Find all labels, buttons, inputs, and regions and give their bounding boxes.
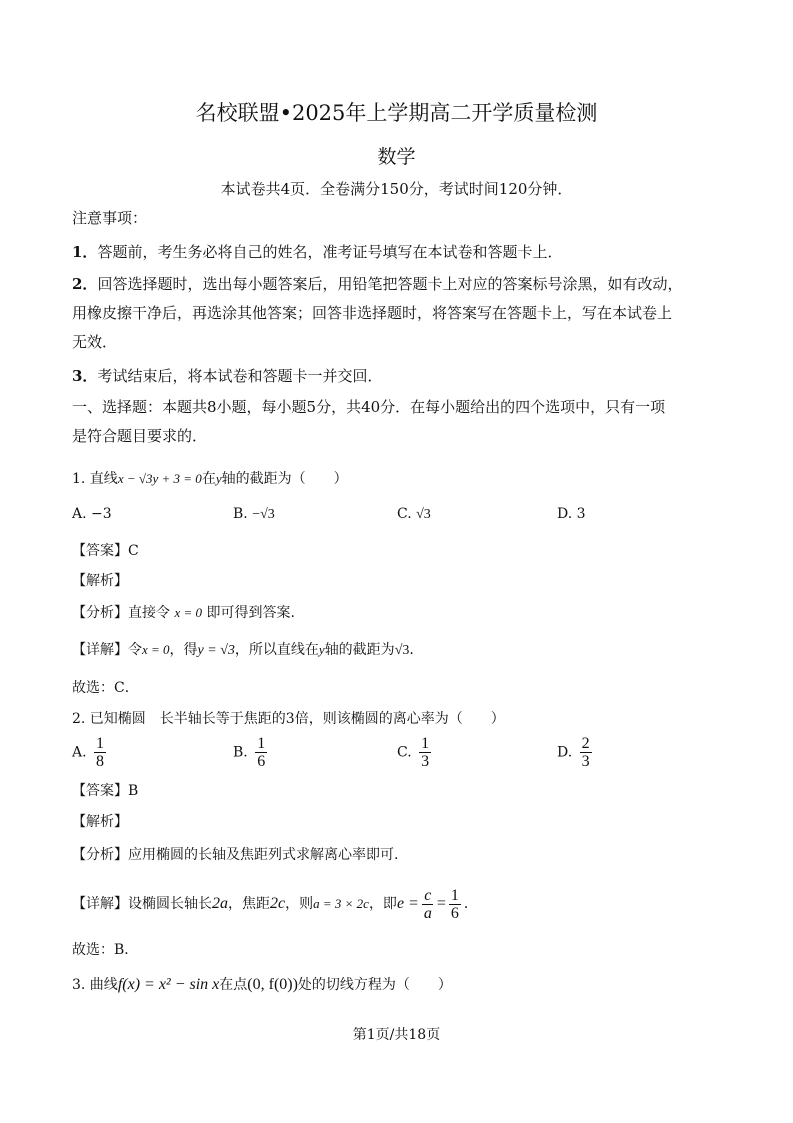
numerator: 1 xyxy=(96,735,105,752)
notice-text: 答题前，考生务必将自己的姓名，准考证号填写在本试卷和答题卡上． xyxy=(97,243,563,261)
fraction xyxy=(449,887,461,922)
option-c xyxy=(397,735,434,770)
option-c xyxy=(397,506,431,523)
text: 设椭圆长轴长 xyxy=(128,896,212,912)
text: ，焦距 xyxy=(228,896,270,912)
question-3-stem xyxy=(72,975,452,995)
text: 轴的截距为 xyxy=(324,642,395,658)
option-b xyxy=(233,506,275,523)
text: 在点 xyxy=(219,977,248,993)
notice-text: 回答选择题时，选出每小题答案后，用铅笔把答题卡上对应的答案标号涂黑，如有改动， xyxy=(97,275,683,293)
equation: x − √3y + 3 = 0 xyxy=(117,471,202,486)
text: ． xyxy=(463,896,478,912)
denominator: 6 xyxy=(257,753,266,770)
question-2-stem: 2. 已知椭圆 长半轴长等于焦距的3倍，则该椭圆的离心率为（ ） xyxy=(72,711,505,727)
fraction xyxy=(580,735,592,770)
numerator: c xyxy=(424,886,432,904)
answer-value: C xyxy=(128,543,139,559)
option-d xyxy=(557,735,595,770)
denominator: a xyxy=(423,904,432,922)
numerator: 1 xyxy=(257,735,266,752)
numerator: 2 xyxy=(581,735,590,752)
option-label: A. xyxy=(72,744,87,761)
fraction xyxy=(255,735,267,770)
text: ，则 xyxy=(285,896,314,912)
notice-num: 3． xyxy=(72,367,98,385)
fraction xyxy=(94,735,106,770)
notice-heading: 注意事项： xyxy=(72,209,148,227)
option-value: √3 xyxy=(416,507,431,522)
equation: y = √3 xyxy=(197,643,235,658)
option-a: A. −3 xyxy=(72,506,112,522)
notice-item-1 xyxy=(72,242,562,262)
analysis-line xyxy=(72,603,295,623)
option-d: D. 3 xyxy=(557,506,586,522)
notice-item-2-end: 无效． xyxy=(72,333,118,351)
equation: √3 xyxy=(394,643,410,658)
text: ，得 xyxy=(169,642,198,658)
detail-label: 【详解】 xyxy=(72,642,128,658)
question-number: 3. 曲线 xyxy=(72,977,118,993)
question-number: 1. 直线 xyxy=(72,471,118,487)
answer-line xyxy=(72,541,139,561)
notice-text: 考试结束后，将本试卷和答题卡一并交回． xyxy=(97,367,383,385)
detail-label: 【详解】 xyxy=(72,896,128,912)
analysis-label: 【分析】 xyxy=(72,847,128,863)
option-b xyxy=(233,735,270,770)
equation: x = 0 xyxy=(142,642,170,657)
analysis-tag: 【解析】 xyxy=(72,573,128,589)
text: 直接令 xyxy=(128,605,170,621)
option-label: B. xyxy=(233,744,248,761)
option-value: −√3 xyxy=(252,507,275,522)
equation: x = 0 xyxy=(174,605,202,620)
option-label: D. xyxy=(557,744,573,761)
variable: y xyxy=(215,471,222,486)
equation: 2a xyxy=(212,895,228,912)
notice-num: 1． xyxy=(72,243,98,261)
page-footer: 第1页/共18页 xyxy=(352,1027,441,1043)
option-a xyxy=(72,735,109,770)
question-1-stem xyxy=(72,469,348,489)
notice-item-3 xyxy=(72,366,382,386)
option-label: C. xyxy=(397,744,412,761)
text: 应用椭圆的长轴及焦距列式求解离心率即可. xyxy=(128,847,399,863)
answer-tag: 【答案】 xyxy=(72,543,128,559)
text: 处的切线方程为（ ） xyxy=(297,977,452,993)
denominator: 3 xyxy=(581,753,590,770)
denominator: 3 xyxy=(421,753,430,770)
exam-intro: 本试卷共4页．全卷满分150分，考试时间120分钟． xyxy=(220,180,573,198)
answer-tag: 【答案】 xyxy=(72,783,128,799)
analysis-tag: 【解析】 xyxy=(72,814,128,830)
equation: (0, f(0)) xyxy=(247,976,298,993)
fraction xyxy=(419,735,431,770)
fraction xyxy=(422,887,434,922)
notice-item-2 xyxy=(72,274,682,294)
detail-line xyxy=(72,640,423,661)
text: 即可得到答案. xyxy=(206,605,295,621)
denominator: 8 xyxy=(96,753,105,770)
answer-line xyxy=(72,781,138,801)
page-title: 名校联盟•2025年上学期高二开学质量检测 xyxy=(195,101,598,125)
variable: y xyxy=(318,642,325,657)
notice-num: 2． xyxy=(72,275,98,293)
subject-title: 数学 xyxy=(377,146,416,168)
equals-sign: = xyxy=(436,895,446,912)
conclusion: 故选：B． xyxy=(72,942,139,958)
equation: f(x) = x² − sin x xyxy=(117,976,220,993)
numerator: 1 xyxy=(421,735,430,752)
detail-line xyxy=(72,884,478,924)
analysis-label: 【分析】 xyxy=(72,605,128,621)
numerator: 1 xyxy=(450,886,459,904)
option-label: B. xyxy=(233,506,248,522)
section-heading: 一、选择题：本题共8小题，每小题5分，共40分．在每小题给出的四个选项中，只有一项 xyxy=(72,398,666,416)
text: 轴的截距为（ ） xyxy=(221,471,348,487)
analysis-line xyxy=(72,845,398,865)
notice-item-2-cont: 用橡皮擦干净后，再选涂其他答案；回答非选择题时，将答案写在答题卡上，写在本试卷上 xyxy=(72,304,673,322)
option-label: C. xyxy=(397,506,412,522)
text: ，即 xyxy=(368,896,397,912)
text: ，所以直线在 xyxy=(234,642,319,658)
equation: 2c xyxy=(270,895,286,912)
text: 令 xyxy=(128,642,142,658)
equation: e = xyxy=(396,895,419,912)
answer-value: B xyxy=(128,783,139,799)
text: 在 xyxy=(201,471,216,487)
conclusion: 故选：C． xyxy=(72,680,139,696)
denominator: 6 xyxy=(450,904,459,922)
section-heading-cont: 是符合题目要求的． xyxy=(72,427,208,445)
text: ． xyxy=(409,642,424,658)
equation: a = 3 × 2c xyxy=(313,896,369,911)
